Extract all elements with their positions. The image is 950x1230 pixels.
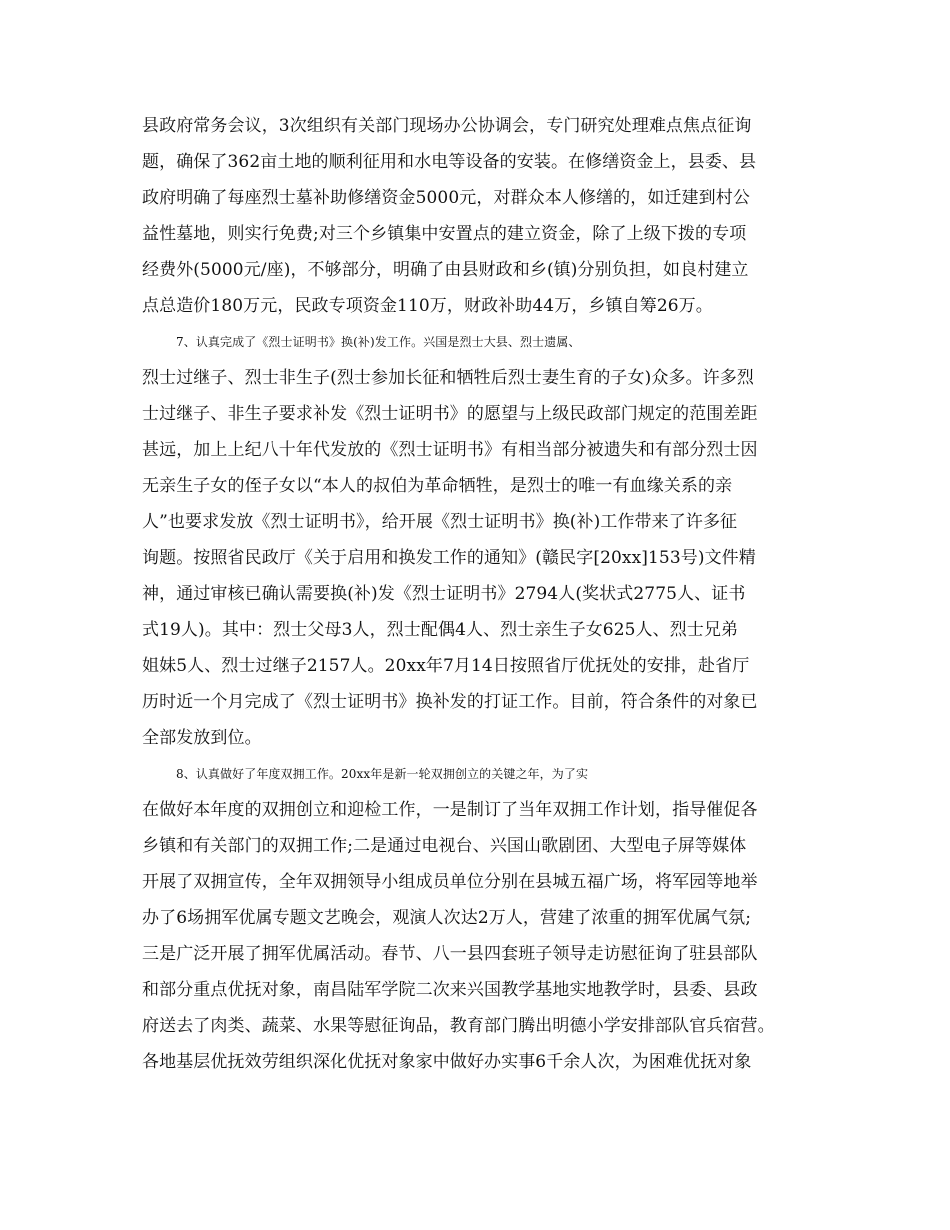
text-line: 历时近一个月完成了《烈士证明书》换补发的打证工作。目前，符合条件的对象已 [142,692,758,712]
text-line: 各地基层优抚效劳组织深化优抚对象家中做好办实事6千余人次，为困难优抚对象 [142,1052,752,1072]
paragraph-7-first-line: 7、认真完成了《烈士证明书》换(补)发工作。兴国是烈士大县、烈士遗属、 [176,335,581,349]
text-line: 式19人)。其中：烈士父母3人，烈士配偶4人、烈士亲生子女625人、烈士兄弟 [142,620,739,640]
text-line: 开展了双拥宣传，全年双拥领导小组成员单位分别在县城五福广场，将军园等地举 [142,872,758,892]
text-line: 经费外(5000元/座)，不够部分，明确了由县财政和乡(镇)分别负担，如良村建立 [142,260,749,280]
text-line: 益性墓地，则实行免费;对三个乡镇集中安置点的建立资金，除了上级下拨的专项 [142,224,747,244]
text-line: 政府明确了每座烈士墓补助修缮资金5000元，对群众本人修缮的，如迁建到村公 [142,188,750,208]
text-line: 在做好本年度的双拥创立和迎检工作，一是制订了当年双拥工作计划，指导催促各 [142,800,758,820]
text-line: 三是广泛开展了拥军优属活动。春节、八一县四套班子领导走访慰征询了驻县部队 [142,944,758,964]
text-line: 点总造价180万元，民政专项资金110万，财政补助44万，乡镇自筹26万。 [142,296,713,316]
text-line: 办了6场拥军优属专题文艺晚会，观演人次达2万人，营建了浓重的拥军优属气氛; [142,908,752,928]
text-line: 县政府常务会议，3次组织有关部门现场办公协调会，专门研究处理难点焦点征询 [142,116,752,136]
text-line: 无亲生子女的侄子女以“本人的叔伯为革命牺牲，是烈士的唯一有血缘关系的亲 [142,476,733,496]
text-line: 甚远，加上上纪八十年代发放的《烈士证明书》有相当部分被遗失和有部分烈士因 [142,440,758,460]
text-line: 府送去了肉类、蔬菜、水果等慰征询品，教育部门腾出明德小学安排部队官兵宿营。 [142,1016,775,1036]
text-line: 询题。按照省民政厅《关于启用和换发工作的通知》(赣民字[20xx]153号)文件精 [142,548,756,568]
text-line: 题，确保了362亩土地的顺利征用和水电等设备的安装。在修缮资金上，县委、县 [142,152,757,172]
text-line: 烈士过继子、烈士非生子(烈士参加长征和牺牲后烈士妻生育的子女)众多。许多烈 [142,368,754,388]
paragraph-8-first-line: 8、认真做好了年度双拥工作。20xx年是新一轮双拥创立的关键之年，为了实 [176,767,589,781]
text-line: 姐妹5人、烈士过继子2157人。20xx年7月14日按照省厅优抚处的安排，赴省厅 [142,656,750,676]
text-line: 全部发放到位。 [142,728,262,748]
text-line: 士过继子、非生子要求补发《烈士证明书》的愿望与上级民政部门规定的范围差距 [142,404,758,424]
text-line: 和部分重点优抚对象，南昌陆军学院二次来兴国教学基地实地教学时，县委、县政 [142,980,758,1000]
text-line: 人”也要求发放《烈士证明书》，给开展《烈士证明书》换(补)工作带来了许多征 [142,512,738,532]
text-line: 神，通过审核已确认需要换(补)发《烈士证明书》2794人(奖状式2775人、证书 [142,584,746,604]
text-line: 乡镇和有关部门的双拥工作;二是通过电视台、兴国山歌剧团、大型电子屏等媒体 [142,836,747,856]
